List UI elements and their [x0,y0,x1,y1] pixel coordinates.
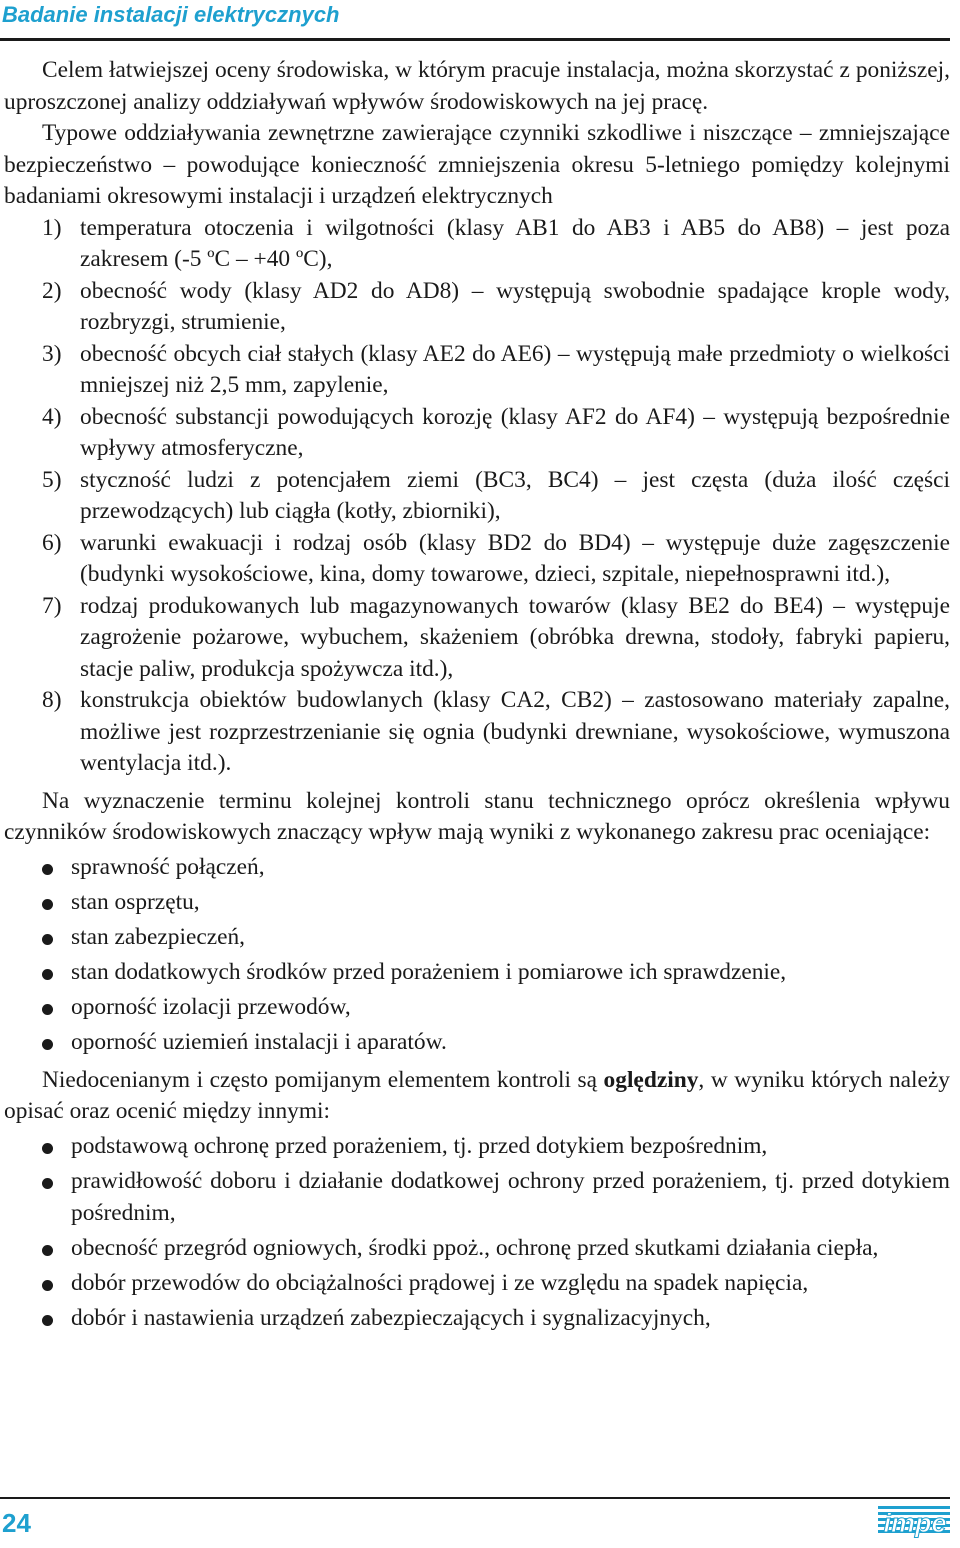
bullet-icon [42,1143,53,1154]
list-item-text: warunki ewakuacji i rodzaj osób (klasy BD2 do BD4) – występuje duże zagęszczenie (budynki wysokościowe, kina, domy towarowe, dzieci, szpitale, niepełnosprawni itd.), [80,529,950,587]
list-item [4,852,950,884]
list-number: 4) [42,403,62,430]
list-item [4,1268,950,1300]
list-number: 5) [42,466,62,493]
page-header [0,0,950,41]
intro-paragraph-2: Typowe oddziaływania zewnętrzne zawierające czynniki szkodliwe i niszczące – zmniejszające bezpieczeństwo – powodujące konieczność zmniejszenia okresu 5-letniego pomiędzy kolejnymi badaniami okresowymi instalacji i urządzeń elektrycznych [4,120,950,209]
scope-paragraph: Na wyznaczenie terminu kolejnej kontroli stanu technicznego oprócz określenia wpływu czynników środowiskowych znaczący wpływ mają wyniki z wykonanego zakresu prac oceniające: [4,787,950,845]
inspection-bullet-list [4,1131,950,1334]
list-item-text: podstawową ochronę przed porażeniem, tj. przed dotykiem bezpośrednim, [71,1133,768,1159]
list-item-text: konstrukcja obiektów budowlanych (klasy CA2, CB2) – zastosowano materiały zapalne, możliwe jest rozprzestrzenianie się ognia (budynki drewniane, wysokościowe, wymuszona wentylacja itd.). [80,687,950,776]
list-item [4,213,950,276]
inspection-paragraph [4,1065,950,1128]
list-item [4,1027,950,1059]
bullet-icon [42,1039,53,1050]
inspection-term: oględziny [603,1066,699,1093]
list-number: 2) [42,277,62,304]
list-number: 8) [42,687,62,713]
list-item-text: styczność ludzi z potencjałem ziemi (BC3, BC4) – jest częsta (duża ilość części przewodzących) lub ciągła (kotły, zbiorniki), [80,466,950,524]
document-body [4,55,950,1334]
list-item-text: temperatura otoczenia i wilgotności (klasy AB1 do AB3 i AB5 do AB8) – jest poza zakresem (-5 ºC – +40 ºC), [80,214,950,272]
running-title: Badanie instalacji elektrycznych [2,2,340,27]
list-item [4,887,950,919]
list-item-text: stan dodatkowych środków przed porażeniem i pomiarowe ich sprawdzenie, [71,959,787,985]
impe-logo [878,1502,952,1542]
bullet-icon [42,864,53,875]
list-item-text: stan zabezpieczeń, [71,924,246,950]
bullet-icon [42,1315,53,1326]
list-item-text: obecność przegród ogniowych, środki ppoż., ochronę przed skutkami działania ciepła, [71,1234,879,1261]
list-item-text: stan osprzętu, [71,889,200,915]
list-number: 1) [42,214,62,241]
list-item [4,402,950,465]
inspection-text-before: Niedocenianym i często pomijanym elementem kontroli są [42,1066,604,1093]
list-item-text: rodzaj produkowanych lub magazynowanych towarów (klasy BE2 do BE4) – występuje zagrożenie pożarowe, wybuchem, skażeniem (obróbka drewna, stodoły, fabryki papieru, stacje paliw, produkcja spożywcza itd.), [80,592,950,682]
footer-divider [0,1497,950,1499]
list-item [4,1131,950,1163]
list-number: 3) [42,340,62,367]
list-item-text: obecność substancji powodujących korozję (klasy AF2 do AF4) – występują bezpośrednie wpływy atmosferyczne, [80,403,950,461]
list-item [4,276,950,339]
list-item [4,528,950,591]
list-item-text: sprawność połączeń, [71,854,265,880]
intro-paragraph-1: Celem łatwiejszej oceny środowiska, w którym pracuje instalacja, można skorzystać z poniższej, uproszczonej analizy oddziaływań wpływów środowiskowych na jej pracę. [4,57,950,115]
logo-text: impe [883,1508,947,1538]
bullet-icon [42,1245,53,1256]
bullet-icon [42,1178,53,1189]
bullet-icon [42,1280,53,1291]
scope-bullet-list [4,852,950,1059]
list-item-text: oporność uziemień instalacji i aparatów. [71,1029,447,1055]
list-item-text: dobór przewodów do obciążalności prądowej i ze względu na spadek napięcia, [71,1269,809,1296]
page-number: 24 [2,1508,31,1538]
bullet-icon [42,969,53,980]
inspection-text-after: , w wyniku których należy opisać oraz ocenić między innymi: [4,1066,950,1124]
list-item [4,1303,950,1335]
list-item [4,922,950,954]
list-item-text: obecność wody (klasy AD2 do AD8) – występują swobodnie spadające krople wody, rozbryzgi, strumienie, [80,277,950,335]
list-item-text: prawidłowość doboru i działanie dodatkowej ochrony przed porażeniem, tj. przed dotykiem pośrednim, [71,1168,950,1226]
list-item [4,685,950,780]
bullet-icon [42,899,53,910]
list-item [4,465,950,528]
list-item [4,992,950,1024]
list-number: 6) [42,529,62,556]
list-item-text: dobór i nastawienia urządzeń zabezpieczających i sygnalizacyjnych, [71,1304,711,1331]
bullet-icon [42,1004,53,1015]
list-item-text: oporność izolacji przewodów, [71,994,351,1020]
list-item-text: obecność obcych ciał stałych (klasy AE2 do AE6) – występują małe przedmioty o wielkości mniejszej niż 2,5 mm, zapylenie, [80,340,950,398]
list-item [4,1166,950,1229]
list-item [4,1233,950,1265]
list-item [4,339,950,402]
list-item [4,591,950,686]
list-number: 7) [42,592,62,619]
list-item [4,957,950,989]
environment-factors-list [4,213,950,780]
bullet-icon [42,934,53,945]
